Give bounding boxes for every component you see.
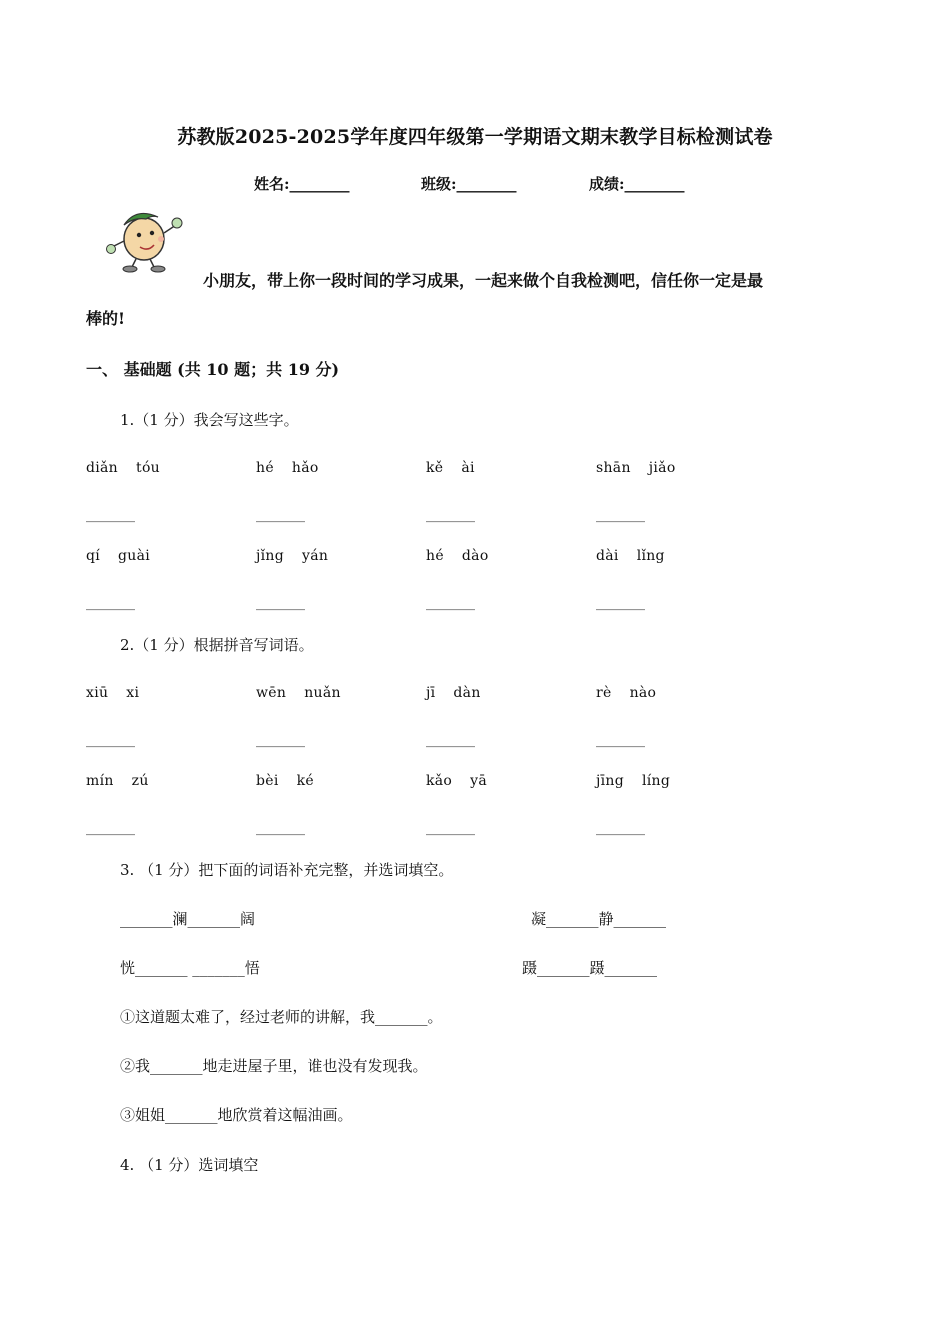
name-label: 姓名: [254, 175, 290, 193]
idiom-fill[interactable]: 蹑_______蹑_______ [522, 959, 658, 977]
class-blank: ________ [456, 175, 517, 193]
pinyin-item: wēn nuǎn [256, 685, 341, 701]
pinyin-item: jī dàn [426, 685, 481, 701]
class-field [421, 173, 517, 194]
answer-blank[interactable]: _______ [256, 595, 305, 611]
fill-sentence[interactable]: ③姐姐_______地欣赏着这幅油画。 [120, 1106, 353, 1124]
pinyin-item: kǎo yā [426, 773, 488, 789]
answer-blank[interactable]: _______ [596, 732, 645, 748]
pinyin-item: diǎn tóu [86, 460, 160, 476]
score-label: 成绩: [589, 175, 625, 193]
pinyin-item: hé hǎo [256, 460, 319, 476]
pinyin-item: mín zú [86, 773, 149, 789]
fill-sentence[interactable]: ②我_______地走进屋子里，谁也没有发现我。 [120, 1057, 428, 1075]
answer-blank[interactable]: _______ [596, 820, 645, 836]
pinyin-item: kě ài [426, 460, 475, 476]
intro-line-2: 棒的! [86, 309, 126, 328]
class-label: 班级: [421, 175, 457, 193]
pinyin-item: bèi ké [256, 773, 314, 789]
answer-blank[interactable]: _______ [426, 507, 475, 523]
question-2-prompt: 2.（1 分）根据拼音写词语。 [120, 636, 314, 654]
pinyin-item: jīng líng [596, 773, 671, 789]
idiom-fill[interactable]: _______澜_______阔 [120, 910, 256, 928]
answer-blank[interactable]: _______ [256, 507, 305, 523]
name-field [254, 173, 350, 194]
question-4-prompt: 4. （1 分）选词填空 [120, 1156, 259, 1174]
score-field [589, 173, 685, 194]
name-blank: ________ [289, 175, 350, 193]
mascot-illustration [106, 203, 186, 273]
answer-blank[interactable]: _______ [86, 820, 135, 836]
answer-blank[interactable]: _______ [426, 732, 475, 748]
answer-blank[interactable]: _______ [426, 595, 475, 611]
intro-line-1: 小朋友，带上你一段时间的学习成果，一起来做个自我检测吧，信任你一定是最 [203, 271, 764, 290]
answer-blank[interactable]: _______ [86, 732, 135, 748]
answer-blank[interactable]: _______ [86, 507, 135, 523]
answer-blank[interactable]: _______ [256, 820, 305, 836]
section-heading: 一、 基础题 (共 10 题；共 19 分) [86, 360, 340, 379]
pinyin-item: qí guài [86, 548, 151, 564]
idiom-fill[interactable]: 恍_______ _______悟 [120, 959, 260, 977]
answer-blank[interactable]: _______ [86, 595, 135, 611]
question-1-prompt: 1.（1 分）我会写这些字。 [120, 411, 299, 429]
pinyin-item: jǐng yán [256, 548, 329, 564]
answer-blank[interactable]: _______ [596, 595, 645, 611]
answer-blank[interactable]: _______ [426, 820, 475, 836]
answer-blank[interactable]: _______ [256, 732, 305, 748]
pinyin-item: shān jiǎo [596, 460, 676, 476]
pinyin-item: hé dào [426, 548, 489, 564]
pinyin-item: xiū xi [86, 685, 140, 701]
page-title: 苏教版2025-2025学年度四年级第一学期语文期末教学目标检测试卷 [177, 126, 773, 148]
answer-blank[interactable]: _______ [596, 507, 645, 523]
idiom-fill[interactable]: 凝_______静_______ [531, 910, 667, 928]
pinyin-item: dài lǐng [596, 548, 665, 564]
question-3-prompt: 3. （1 分）把下面的词语补充完整，并选词填空。 [120, 861, 454, 879]
score-blank: ________ [624, 175, 685, 193]
fill-sentence[interactable]: ①这道题太难了，经过老师的讲解，我_______。 [120, 1008, 443, 1026]
pinyin-item: rè nào [596, 685, 657, 701]
